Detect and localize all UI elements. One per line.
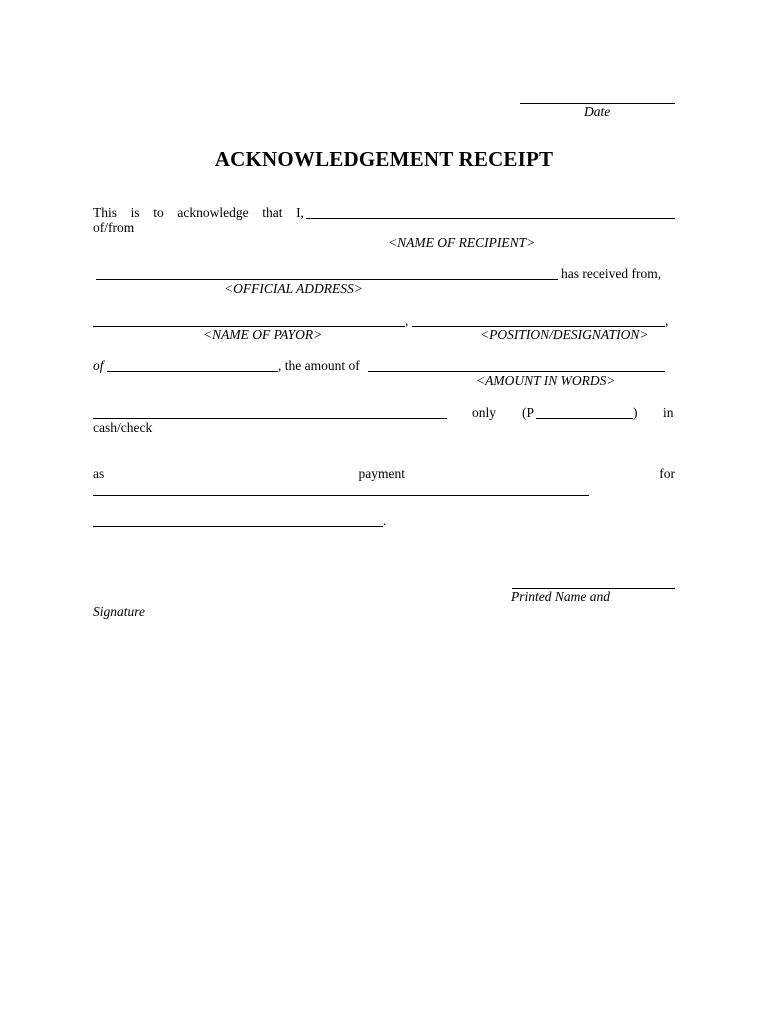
of-text: of <box>93 358 104 373</box>
printed-name-label: Printed Name and <box>511 589 610 604</box>
cash-check-text: cash/check <box>93 420 153 435</box>
of-line <box>107 371 278 372</box>
has-received-text: has received from, <box>561 266 662 281</box>
para1-word: is <box>130 205 140 220</box>
recipient-label: <NAME OF RECIPIENT> <box>388 235 536 250</box>
address-label: <OFFICIAL ADDRESS> <box>224 281 363 296</box>
payor-comma: , <box>405 313 409 328</box>
recipient-name-line <box>306 218 675 219</box>
para1-word: to <box>153 205 164 220</box>
para1-word: This <box>93 205 118 220</box>
amount-figures-line <box>536 418 633 419</box>
as-text: as <box>93 466 105 481</box>
of-from-text: of/from <box>93 220 135 235</box>
amount-words-line <box>93 418 447 419</box>
amount-line <box>368 371 665 372</box>
payment-purpose-line-2 <box>93 526 383 527</box>
amount-of-text: , the amount of <box>278 358 360 373</box>
position-comma: , <box>665 313 669 328</box>
for-text: for <box>659 466 675 481</box>
in-text: in <box>663 405 674 420</box>
period-text: . <box>383 513 387 528</box>
para1-word: acknowledge <box>177 205 249 220</box>
payment-purpose-line <box>93 495 589 496</box>
para1-word: I, <box>296 205 304 220</box>
amount-words-label: <AMOUNT IN WORDS> <box>476 373 616 388</box>
position-label: <POSITION/DESIGNATION> <box>480 327 649 342</box>
payor-label: <NAME OF PAYOR> <box>203 327 323 342</box>
official-address-line <box>96 279 558 280</box>
date-label: Date <box>584 104 611 119</box>
only-text: only <box>472 405 497 420</box>
page-title: ACKNOWLEDGEMENT RECEIPT <box>214 147 554 171</box>
signature-label: Signature <box>93 604 145 619</box>
p-open-text: (P <box>522 405 535 420</box>
p-close-text: ) <box>633 405 638 420</box>
payment-text: payment <box>358 466 405 481</box>
para1-word: that <box>262 205 283 220</box>
payment-for-line <box>93 466 675 482</box>
para1-line <box>93 205 304 221</box>
